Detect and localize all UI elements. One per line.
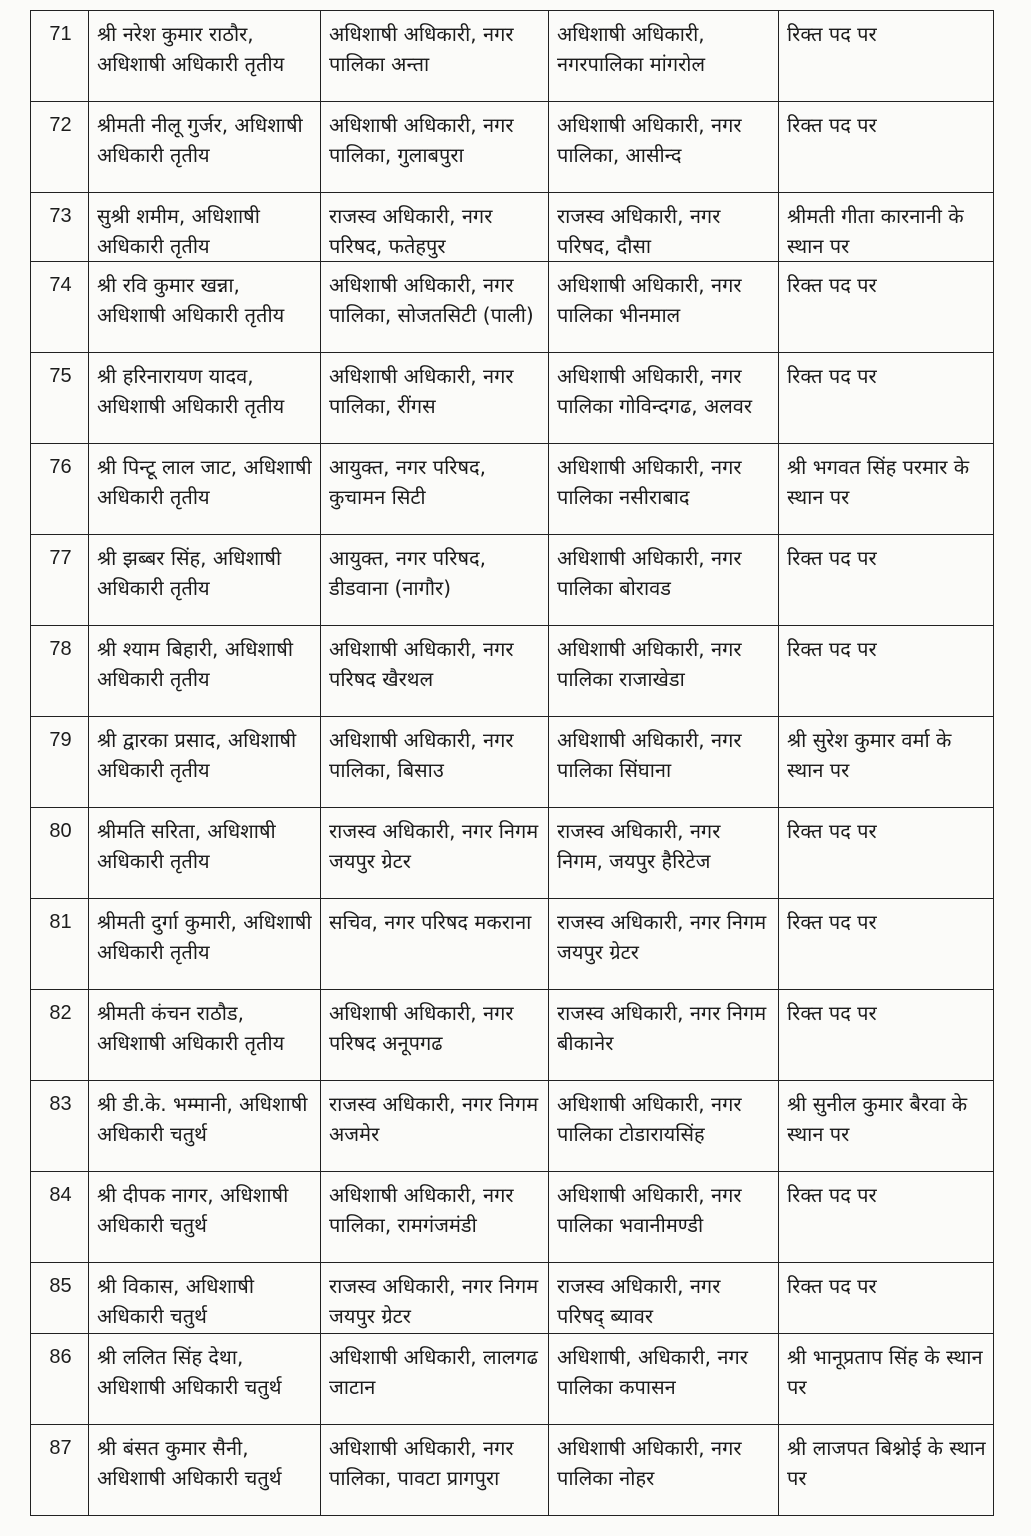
table-row (31, 444, 994, 535)
remark: रिक्त पद पर (779, 262, 994, 353)
new-posting: अधिशाषी अधिकारी, नगर पालिका सिंघाना (549, 717, 779, 808)
current-posting: अधिशाषी अधिकारी, नगर पालिका, बिसाउ (321, 717, 549, 808)
officer-name: श्री डी.के. भम्मानी, अधिशाषी अधिकारी चतुर्थ (89, 1081, 321, 1172)
new-posting: अधिशाषी अधिकारी, नगर पालिका नोहर (549, 1425, 779, 1516)
serial-number: 75 (31, 353, 89, 444)
serial-number: 77 (31, 535, 89, 626)
officer-name: श्रीमती कंचन राठौड, अधिशाषी अधिकारी तृतीय (89, 990, 321, 1081)
serial-number: 72 (31, 102, 89, 193)
table-row (31, 11, 994, 102)
new-posting: अधिशाषी अधिकारी, नगर पालिका भवानीमण्डी (549, 1172, 779, 1263)
new-posting: राजस्व अधिकारी, नगर निगम, जयपुर हैरिटेज (549, 808, 779, 899)
table-row (31, 899, 994, 990)
remark: रिक्त पद पर (779, 353, 994, 444)
new-posting: राजस्व अधिकारी, नगर परिषद, दौसा (549, 193, 779, 262)
current-posting: अधिशाषी अधिकारी, नगर पालिका, पावटा प्रागपुरा (321, 1425, 549, 1516)
serial-number: 81 (31, 899, 89, 990)
officer-name: श्री द्वारका प्रसाद, अधिशाषी अधिकारी तृतीय (89, 717, 321, 808)
officer-name: श्रीमती नीलू गुर्जर, अधिशाषी अधिकारी तृतीय (89, 102, 321, 193)
officer-name: श्री झब्बर सिंह, अधिशाषी अधिकारी तृतीय (89, 535, 321, 626)
serial-number: 73 (31, 193, 89, 262)
table-row (31, 808, 994, 899)
serial-number: 82 (31, 990, 89, 1081)
new-posting: राजस्व अधिकारी, नगर निगम जयपुर ग्रेटर (549, 899, 779, 990)
serial-number: 71 (31, 11, 89, 102)
new-posting: अधिशाषी अधिकारी, नगर पालिका भीनमाल (549, 262, 779, 353)
current-posting: अधिशाषी अधिकारी, नगर पालिका, सोजतसिटी (पाली) (321, 262, 549, 353)
new-posting: अधिशाषी अधिकारी, नगर पालिका, आसीन्द (549, 102, 779, 193)
new-posting: अधिशाषी अधिकारी, नगर पालिका टोडारायसिंह (549, 1081, 779, 1172)
officer-name: श्री बंसत कुमार सैनी, अधिशाषी अधिकारी चतुर्थ (89, 1425, 321, 1516)
transfer-table (30, 10, 994, 1516)
table-row (31, 262, 994, 353)
table-row (31, 353, 994, 444)
table-row (31, 717, 994, 808)
remark: श्री भगवत सिंह परमार के स्थान पर (779, 444, 994, 535)
remark: रिक्त पद पर (779, 899, 994, 990)
table-row (31, 626, 994, 717)
remark: रिक्त पद पर (779, 1263, 994, 1334)
current-posting: राजस्व अधिकारी, नगर परिषद, फतेहपुर (321, 193, 549, 262)
new-posting: अधिशाषी अधिकारी, नगर पालिका गोविन्दगढ, अलवर (549, 353, 779, 444)
new-posting: अधिशाषी अधिकारी, नगर पालिका राजाखेडा (549, 626, 779, 717)
remark: रिक्त पद पर (779, 626, 994, 717)
serial-number: 87 (31, 1425, 89, 1516)
officer-name: श्री विकास, अधिशाषी अधिकारी चतुर्थ (89, 1263, 321, 1334)
serial-number: 80 (31, 808, 89, 899)
remark: श्री लाजपत बिश्नोई के स्थान पर (779, 1425, 994, 1516)
serial-number: 83 (31, 1081, 89, 1172)
current-posting: आयुक्त, नगर परिषद, कुचामन सिटी (321, 444, 549, 535)
remark: रिक्त पद पर (779, 102, 994, 193)
new-posting: अधिशाषी अधिकारी, नगर पालिका नसीराबाद (549, 444, 779, 535)
current-posting: अधिशाषी अधिकारी, नगर पालिका, गुलाबपुरा (321, 102, 549, 193)
current-posting: अधिशाषी अधिकारी, नगर पालिका, रींगस (321, 353, 549, 444)
remark: रिक्त पद पर (779, 11, 994, 102)
current-posting: राजस्व अधिकारी, नगर निगम अजमेर (321, 1081, 549, 1172)
remark: श्रीमती गीता कारनानी के स्थान पर (779, 193, 994, 262)
officer-name: श्री ललित सिंह देथा, अधिशाषी अधिकारी चतुर्थ (89, 1334, 321, 1425)
current-posting: अधिशाषी अधिकारी, नगर पालिका, रामगंजमंडी (321, 1172, 549, 1263)
serial-number: 84 (31, 1172, 89, 1263)
table-row (31, 1081, 994, 1172)
current-posting: अधिशाषी अधिकारी, लालगढ जाटान (321, 1334, 549, 1425)
serial-number: 79 (31, 717, 89, 808)
current-posting: सचिव, नगर परिषद मकराना (321, 899, 549, 990)
table-row (31, 1172, 994, 1263)
officer-name: श्रीमति सरिता, अधिशाषी अधिकारी तृतीय (89, 808, 321, 899)
table-row (31, 535, 994, 626)
current-posting: आयुक्त, नगर परिषद, डीडवाना (नागौर) (321, 535, 549, 626)
current-posting: राजस्व अधिकारी, नगर निगम जयपुर ग्रेटर (321, 808, 549, 899)
current-posting: अधिशाषी अधिकारी, नगर परिषद खैरथल (321, 626, 549, 717)
remark: श्री सुरेश कुमार वर्मा के स्थान पर (779, 717, 994, 808)
serial-number: 85 (31, 1263, 89, 1334)
table-row (31, 1334, 994, 1425)
remark: रिक्त पद पर (779, 808, 994, 899)
serial-number: 74 (31, 262, 89, 353)
new-posting: राजस्व अधिकारी, नगर निगम बीकानेर (549, 990, 779, 1081)
table-row (31, 1263, 994, 1334)
current-posting: राजस्व अधिकारी, नगर निगम जयपुर ग्रेटर (321, 1263, 549, 1334)
serial-number: 86 (31, 1334, 89, 1425)
table-row (31, 1425, 994, 1516)
officer-name: श्री नरेश कुमार राठौर, अधिशाषी अधिकारी तृतीय (89, 11, 321, 102)
officer-name: सुश्री शमीम, अधिशाषी अधिकारी तृतीय (89, 193, 321, 262)
officer-name: श्री दीपक नागर, अधिशाषी अधिकारी चतुर्थ (89, 1172, 321, 1263)
remark: रिक्त पद पर (779, 1172, 994, 1263)
officer-name: श्री पिन्टू लाल जाट, अधिशाषी अधिकारी तृतीय (89, 444, 321, 535)
officer-name: श्री श्याम बिहारी, अधिशाषी अधिकारी तृतीय (89, 626, 321, 717)
table-row (31, 102, 994, 193)
new-posting: राजस्व अधिकारी, नगर परिषद् ब्यावर (549, 1263, 779, 1334)
current-posting: अधिशाषी अधिकारी, नगर परिषद अनूपगढ (321, 990, 549, 1081)
new-posting: अधिशाषी, अधिकारी, नगर पालिका कपासन (549, 1334, 779, 1425)
table-row (31, 990, 994, 1081)
remark: रिक्त पद पर (779, 990, 994, 1081)
officer-name: श्रीमती दुर्गा कुमारी, अधिशाषी अधिकारी तृतीय (89, 899, 321, 990)
remark: रिक्त पद पर (779, 535, 994, 626)
serial-number: 76 (31, 444, 89, 535)
remark: श्री सुनील कुमार बैरवा के स्थान पर (779, 1081, 994, 1172)
current-posting: अधिशाषी अधिकारी, नगर पालिका अन्ता (321, 11, 549, 102)
remark: श्री भानूप्रताप सिंह के स्थान पर (779, 1334, 994, 1425)
new-posting: अधिशाषी अधिकारी, नगर पालिका बोरावड (549, 535, 779, 626)
officer-name: श्री हरिनारायण यादव, अधिशाषी अधिकारी तृतीय (89, 353, 321, 444)
new-posting: अधिशाषी अधिकारी, नगरपालिका मांगरोल (549, 11, 779, 102)
table-row (31, 193, 994, 262)
officer-name: श्री रवि कुमार खन्ना, अधिशाषी अधिकारी तृतीय (89, 262, 321, 353)
serial-number: 78 (31, 626, 89, 717)
